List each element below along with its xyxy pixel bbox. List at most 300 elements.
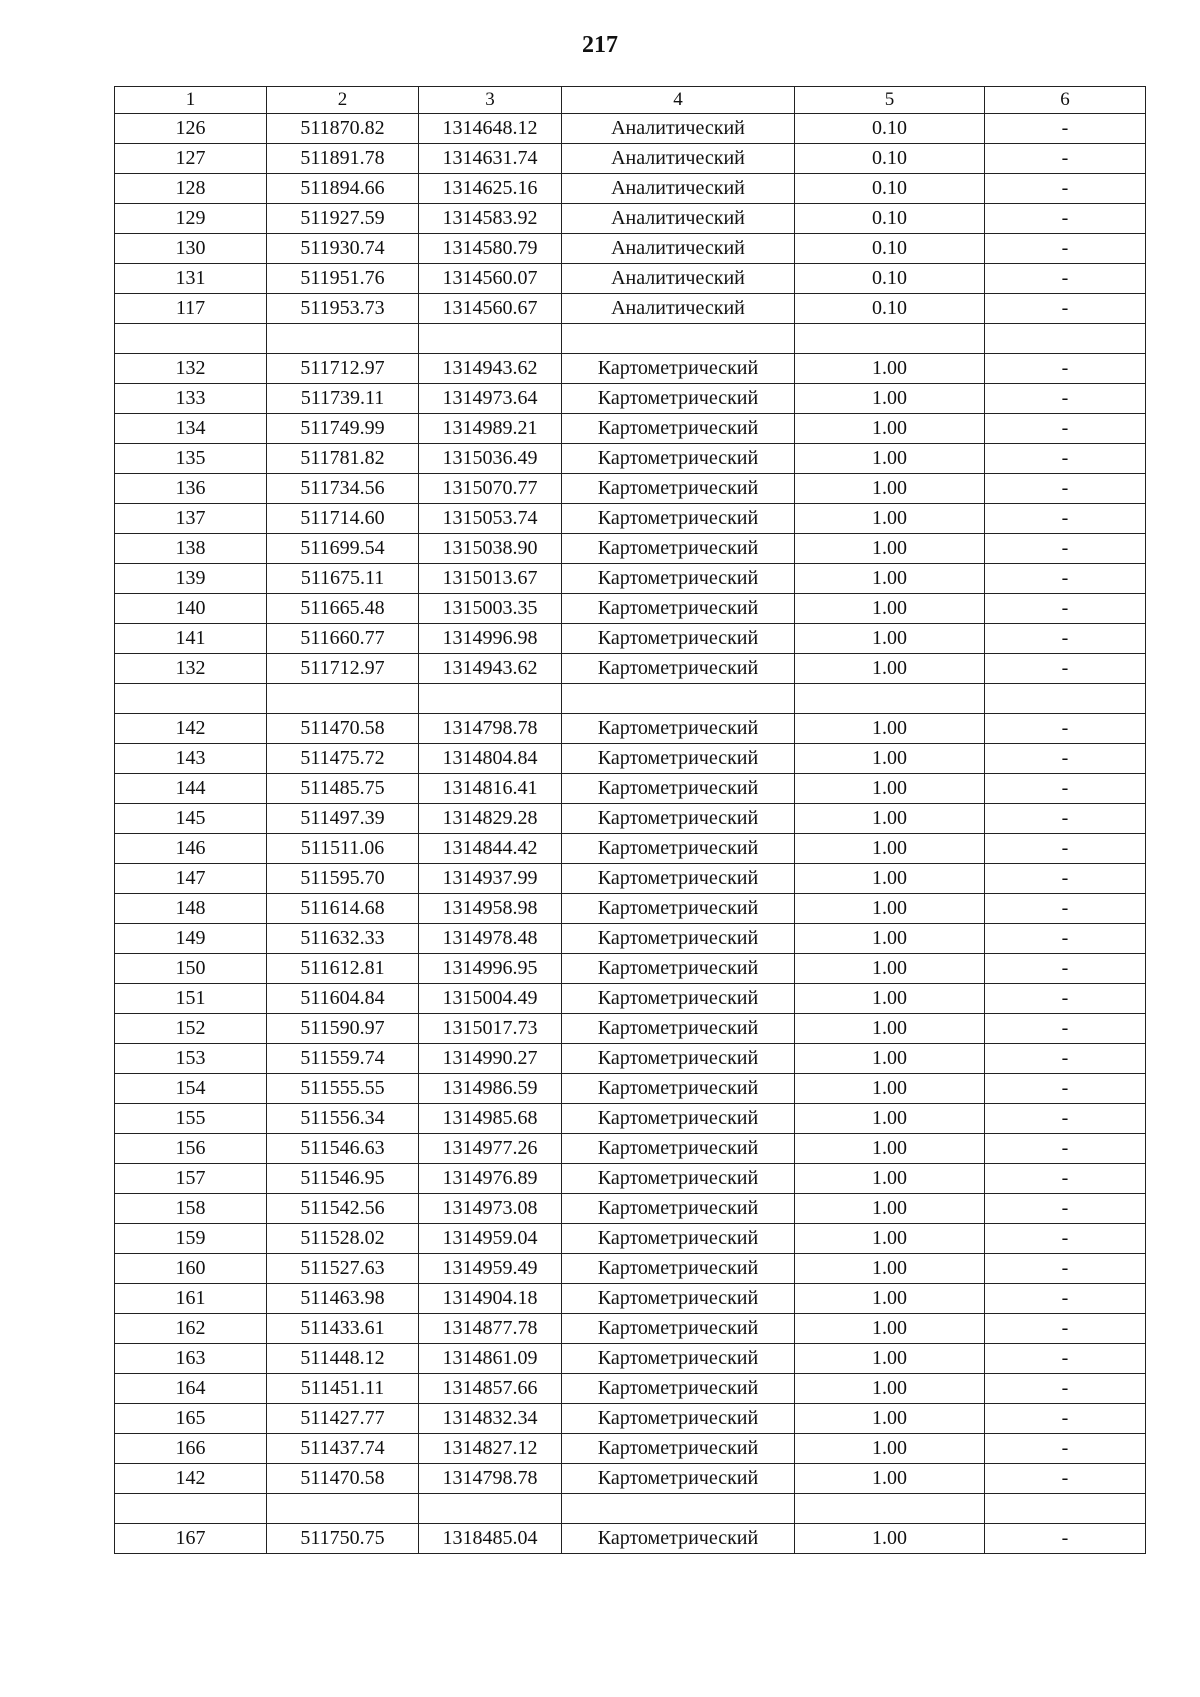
table-cell: 1314583.92 xyxy=(419,204,562,234)
table-cell: 1.00 xyxy=(795,1284,985,1314)
table-cell: 0.10 xyxy=(795,264,985,294)
table-cell: Картометрический xyxy=(562,804,795,834)
table-row xyxy=(115,114,1146,144)
table-cell: 511699.54 xyxy=(267,534,419,564)
table-cell: 1.00 xyxy=(795,1074,985,1104)
table-cell: - xyxy=(985,1134,1146,1164)
table-cell: Картометрический xyxy=(562,354,795,384)
table-cell: 1314844.42 xyxy=(419,834,562,864)
table-row xyxy=(115,564,1146,594)
table-cell: 511614.68 xyxy=(267,894,419,924)
table-cell: 511528.02 xyxy=(267,1224,419,1254)
table-cell: Аналитический xyxy=(562,264,795,294)
table-cell: - xyxy=(985,1314,1146,1344)
coordinates-table xyxy=(114,86,1146,1554)
table-cell: 511712.97 xyxy=(267,654,419,684)
table-cell: 1.00 xyxy=(795,1464,985,1494)
table-cell: 1.00 xyxy=(795,1104,985,1134)
table-cell: 1.00 xyxy=(795,504,985,534)
table-cell: 1314804.84 xyxy=(419,744,562,774)
table-row xyxy=(115,924,1146,954)
table-row xyxy=(115,354,1146,384)
table-cell: 1.00 xyxy=(795,1344,985,1374)
table-cell: 1.00 xyxy=(795,414,985,444)
table-cell: Картометрический xyxy=(562,1104,795,1134)
table-row xyxy=(115,1434,1146,1464)
table-cell: 146 xyxy=(115,834,267,864)
table-cell: 1314943.62 xyxy=(419,654,562,684)
table-cell: 1314973.08 xyxy=(419,1194,562,1224)
table-cell: 0.10 xyxy=(795,144,985,174)
table-cell: 147 xyxy=(115,864,267,894)
table-cell: - xyxy=(985,1044,1146,1074)
table-cell: 511595.70 xyxy=(267,864,419,894)
table-cell xyxy=(795,684,985,714)
table-row xyxy=(115,1464,1146,1494)
table-cell: 1314977.26 xyxy=(419,1134,562,1164)
table-cell: - xyxy=(985,1434,1146,1464)
table-cell xyxy=(985,324,1146,354)
table-cell: 1314560.67 xyxy=(419,294,562,324)
table-cell: 1314976.89 xyxy=(419,1164,562,1194)
table-cell: 511604.84 xyxy=(267,984,419,1014)
table-cell: Картометрический xyxy=(562,1134,795,1164)
table-cell: 1.00 xyxy=(795,654,985,684)
table-cell: 511660.77 xyxy=(267,624,419,654)
table-row xyxy=(115,384,1146,414)
table-cell: Аналитический xyxy=(562,114,795,144)
table-cell xyxy=(267,324,419,354)
table-cell: 1315036.49 xyxy=(419,444,562,474)
table-cell: 132 xyxy=(115,654,267,684)
table-cell: 1.00 xyxy=(795,954,985,984)
table-cell: 1314986.59 xyxy=(419,1074,562,1104)
table-cell: 511433.61 xyxy=(267,1314,419,1344)
table-cell: 511451.11 xyxy=(267,1374,419,1404)
table-cell: 1.00 xyxy=(795,834,985,864)
table-header-row xyxy=(115,87,1146,114)
table-row xyxy=(115,1374,1146,1404)
table-cell: Картометрический xyxy=(562,564,795,594)
table-cell xyxy=(795,1494,985,1524)
table-cell: 1314989.21 xyxy=(419,414,562,444)
table-cell: 511463.98 xyxy=(267,1284,419,1314)
table-cell: 511781.82 xyxy=(267,444,419,474)
table-cell: Картометрический xyxy=(562,1044,795,1074)
table-row xyxy=(115,954,1146,984)
table-cell: Картометрический xyxy=(562,864,795,894)
table-cell: 163 xyxy=(115,1344,267,1374)
table-cell: 1.00 xyxy=(795,594,985,624)
table-cell: 1314996.98 xyxy=(419,624,562,654)
table-cell: Картометрический xyxy=(562,924,795,954)
table-cell: 511739.11 xyxy=(267,384,419,414)
table-cell: Аналитический xyxy=(562,204,795,234)
table-cell: 154 xyxy=(115,1074,267,1104)
table-cell: 1314861.09 xyxy=(419,1344,562,1374)
table-cell: 127 xyxy=(115,144,267,174)
table-row xyxy=(115,1014,1146,1044)
table-cell: 1.00 xyxy=(795,864,985,894)
table-cell: 1318485.04 xyxy=(419,1524,562,1554)
table-cell: 1315070.77 xyxy=(419,474,562,504)
table-cell xyxy=(985,684,1146,714)
table-cell: 511497.39 xyxy=(267,804,419,834)
table-cell: 511675.11 xyxy=(267,564,419,594)
table-cell: - xyxy=(985,234,1146,264)
table-row xyxy=(115,1524,1146,1554)
table-row xyxy=(115,264,1146,294)
table-cell: 511470.58 xyxy=(267,714,419,744)
table-cell: 150 xyxy=(115,954,267,984)
table-row xyxy=(115,444,1146,474)
table-row xyxy=(115,504,1146,534)
column-header: 1 xyxy=(115,87,267,114)
column-header: 5 xyxy=(795,87,985,114)
table-cell: 511546.63 xyxy=(267,1134,419,1164)
table-cell: 511555.55 xyxy=(267,1074,419,1104)
table-cell: 149 xyxy=(115,924,267,954)
table-cell: - xyxy=(985,1464,1146,1494)
table-cell: 1314580.79 xyxy=(419,234,562,264)
table-cell: 511542.56 xyxy=(267,1194,419,1224)
table-row xyxy=(115,834,1146,864)
table-cell: Картометрический xyxy=(562,1314,795,1344)
table-cell: - xyxy=(985,744,1146,774)
table-cell: Картометрический xyxy=(562,774,795,804)
table-cell: Картометрический xyxy=(562,414,795,444)
table-cell: 511750.75 xyxy=(267,1524,419,1554)
table-cell: - xyxy=(985,1194,1146,1224)
table-cell: 1.00 xyxy=(795,1194,985,1224)
table-body xyxy=(115,114,1146,1554)
table-cell: 511927.59 xyxy=(267,204,419,234)
table-cell: - xyxy=(985,414,1146,444)
column-header: 4 xyxy=(562,87,795,114)
table-cell: - xyxy=(985,1404,1146,1434)
table-cell xyxy=(267,1494,419,1524)
table-cell: 162 xyxy=(115,1314,267,1344)
table-cell: 1315053.74 xyxy=(419,504,562,534)
table-cell: 159 xyxy=(115,1224,267,1254)
table-cell: 511559.74 xyxy=(267,1044,419,1074)
table-row xyxy=(115,234,1146,264)
table-cell: - xyxy=(985,1014,1146,1044)
table-cell: Картометрический xyxy=(562,504,795,534)
table-cell: Картометрический xyxy=(562,474,795,504)
table-cell: 1314832.34 xyxy=(419,1404,562,1434)
table-row xyxy=(115,294,1146,324)
table-cell: 129 xyxy=(115,204,267,234)
table-cell: 511930.74 xyxy=(267,234,419,264)
table-cell: 137 xyxy=(115,504,267,534)
table-cell: Аналитический xyxy=(562,144,795,174)
table-row xyxy=(115,534,1146,564)
column-header: 6 xyxy=(985,87,1146,114)
table-row xyxy=(115,864,1146,894)
table-cell: 511951.76 xyxy=(267,264,419,294)
table-cell: 1315013.67 xyxy=(419,564,562,594)
table-cell: - xyxy=(985,894,1146,924)
table-cell: Аналитический xyxy=(562,294,795,324)
table-cell: 1314985.68 xyxy=(419,1104,562,1134)
table-cell: - xyxy=(985,1254,1146,1284)
table-row xyxy=(115,594,1146,624)
table-cell: - xyxy=(985,354,1146,384)
table-cell: 1.00 xyxy=(795,1524,985,1554)
table-cell: 0.10 xyxy=(795,294,985,324)
table-cell: 1.00 xyxy=(795,1374,985,1404)
table-row xyxy=(115,714,1146,744)
table-row xyxy=(115,1104,1146,1134)
table-cell: Картометрический xyxy=(562,1524,795,1554)
table-cell: 1.00 xyxy=(795,474,985,504)
table-cell: 1.00 xyxy=(795,804,985,834)
table-cell: 136 xyxy=(115,474,267,504)
table-cell: 1.00 xyxy=(795,1434,985,1464)
table-cell: 1314648.12 xyxy=(419,114,562,144)
table-cell: 511870.82 xyxy=(267,114,419,144)
table-row xyxy=(115,744,1146,774)
table-cell: 1.00 xyxy=(795,1014,985,1044)
table-cell: 144 xyxy=(115,774,267,804)
spacer-row xyxy=(115,324,1146,354)
table-cell: 145 xyxy=(115,804,267,834)
table-cell: Картометрический xyxy=(562,384,795,414)
table-cell: 1314625.16 xyxy=(419,174,562,204)
table-cell: 511891.78 xyxy=(267,144,419,174)
table-cell xyxy=(562,1494,795,1524)
table-row xyxy=(115,1314,1146,1344)
table-cell: Картометрический xyxy=(562,984,795,1014)
table-cell: - xyxy=(985,774,1146,804)
table-cell: 1314959.04 xyxy=(419,1224,562,1254)
table-cell: 0.10 xyxy=(795,204,985,234)
table-cell: Картометрический xyxy=(562,444,795,474)
table-row xyxy=(115,984,1146,1014)
table-cell: 142 xyxy=(115,714,267,744)
table-row xyxy=(115,624,1146,654)
table-cell xyxy=(115,324,267,354)
table-cell: Картометрический xyxy=(562,594,795,624)
table-cell: 1.00 xyxy=(795,564,985,594)
table-cell: 511556.34 xyxy=(267,1104,419,1134)
table-cell: 131 xyxy=(115,264,267,294)
table-cell: Аналитический xyxy=(562,174,795,204)
table-cell: 1.00 xyxy=(795,1314,985,1344)
table-cell: Картометрический xyxy=(562,1404,795,1434)
table-cell: - xyxy=(985,504,1146,534)
table-cell: Картометрический xyxy=(562,1194,795,1224)
table-cell: 117 xyxy=(115,294,267,324)
table-cell: 157 xyxy=(115,1164,267,1194)
table-cell: 141 xyxy=(115,624,267,654)
table-cell: 155 xyxy=(115,1104,267,1134)
table-cell xyxy=(419,1494,562,1524)
table-cell: 1314877.78 xyxy=(419,1314,562,1344)
table-cell: - xyxy=(985,1224,1146,1254)
table-cell: 1315004.49 xyxy=(419,984,562,1014)
table-cell: - xyxy=(985,144,1146,174)
table-cell: 1314829.28 xyxy=(419,804,562,834)
column-header: 3 xyxy=(419,87,562,114)
table-cell: 139 xyxy=(115,564,267,594)
table-cell: 511612.81 xyxy=(267,954,419,984)
table-cell: - xyxy=(985,804,1146,834)
table-cell: 1.00 xyxy=(795,1224,985,1254)
table-cell: Картометрический xyxy=(562,954,795,984)
table-cell: Картометрический xyxy=(562,1164,795,1194)
table-row xyxy=(115,414,1146,444)
table-cell: - xyxy=(985,444,1146,474)
table-cell: 511427.77 xyxy=(267,1404,419,1434)
table-cell: 151 xyxy=(115,984,267,1014)
table-cell: Картометрический xyxy=(562,834,795,864)
table-cell: - xyxy=(985,954,1146,984)
table-cell: Картометрический xyxy=(562,1374,795,1404)
table-cell: Аналитический xyxy=(562,234,795,264)
table-cell: 1.00 xyxy=(795,624,985,654)
page-number: 217 xyxy=(582,32,618,58)
table-cell xyxy=(795,324,985,354)
table-cell: Картометрический xyxy=(562,1434,795,1464)
table-cell: 1314978.48 xyxy=(419,924,562,954)
table-cell: 1.00 xyxy=(795,1254,985,1284)
table-row xyxy=(115,1284,1146,1314)
table-cell: 1314990.27 xyxy=(419,1044,562,1074)
column-header: 2 xyxy=(267,87,419,114)
table-cell: 1.00 xyxy=(795,534,985,564)
table-cell: - xyxy=(985,264,1146,294)
table-cell xyxy=(419,684,562,714)
table-cell: Картометрический xyxy=(562,744,795,774)
table-cell: 128 xyxy=(115,174,267,204)
table-cell: 165 xyxy=(115,1404,267,1434)
table-cell: 1315003.35 xyxy=(419,594,562,624)
table-cell xyxy=(419,324,562,354)
table-cell: 511511.06 xyxy=(267,834,419,864)
table-cell: 511665.48 xyxy=(267,594,419,624)
table-cell: Картометрический xyxy=(562,654,795,684)
table-cell xyxy=(115,1494,267,1524)
table-cell: 1314958.98 xyxy=(419,894,562,924)
table-cell: 1314798.78 xyxy=(419,714,562,744)
table-cell: 1314996.95 xyxy=(419,954,562,984)
table-cell xyxy=(985,1494,1146,1524)
table-cell: 1315017.73 xyxy=(419,1014,562,1044)
table-cell: Картометрический xyxy=(562,624,795,654)
table-cell: 511527.63 xyxy=(267,1254,419,1284)
table-cell: 1314959.49 xyxy=(419,1254,562,1284)
table-cell: Картометрический xyxy=(562,1344,795,1374)
table-cell: - xyxy=(985,624,1146,654)
table-row xyxy=(115,1254,1146,1284)
table-cell: 1314798.78 xyxy=(419,1464,562,1494)
table-row xyxy=(115,894,1146,924)
table-cell: 1314937.99 xyxy=(419,864,562,894)
table-cell: 166 xyxy=(115,1434,267,1464)
table-cell: - xyxy=(985,714,1146,744)
table-cell: Картометрический xyxy=(562,1464,795,1494)
table-cell: 1.00 xyxy=(795,1164,985,1194)
table-cell: 0.10 xyxy=(795,114,985,144)
table-row xyxy=(115,1074,1146,1104)
table-cell: 153 xyxy=(115,1044,267,1074)
table-cell: 1.00 xyxy=(795,894,985,924)
table-cell: 1314816.41 xyxy=(419,774,562,804)
table-row xyxy=(115,1134,1146,1164)
table-cell: Картометрический xyxy=(562,894,795,924)
table-row xyxy=(115,1344,1146,1374)
table-cell: - xyxy=(985,534,1146,564)
table-cell: - xyxy=(985,114,1146,144)
table-cell: - xyxy=(985,594,1146,624)
table-cell: 511546.95 xyxy=(267,1164,419,1194)
table-cell: - xyxy=(985,564,1146,594)
table-cell: - xyxy=(985,924,1146,954)
table-cell: - xyxy=(985,474,1146,504)
table-cell: 511749.99 xyxy=(267,414,419,444)
table-cell: 511470.58 xyxy=(267,1464,419,1494)
spacer-row xyxy=(115,1494,1146,1524)
table-cell: 1.00 xyxy=(795,774,985,804)
table-row xyxy=(115,1224,1146,1254)
table-cell: - xyxy=(985,1344,1146,1374)
table-cell: 134 xyxy=(115,414,267,444)
table-cell: - xyxy=(985,834,1146,864)
table-cell: 0.10 xyxy=(795,234,985,264)
table-row xyxy=(115,1164,1146,1194)
table-cell: 511437.74 xyxy=(267,1434,419,1464)
table-cell: - xyxy=(985,654,1146,684)
table-cell: 511448.12 xyxy=(267,1344,419,1374)
table-cell xyxy=(115,684,267,714)
table-cell: Картометрический xyxy=(562,714,795,744)
table-cell: 142 xyxy=(115,1464,267,1494)
table-row xyxy=(115,804,1146,834)
table-cell: 511953.73 xyxy=(267,294,419,324)
table-cell: Картометрический xyxy=(562,534,795,564)
table-cell: 1314631.74 xyxy=(419,144,562,174)
table-cell xyxy=(562,684,795,714)
table-row xyxy=(115,144,1146,174)
table-row xyxy=(115,174,1146,204)
table-cell: - xyxy=(985,864,1146,894)
table-cell: 1.00 xyxy=(795,444,985,474)
table-row xyxy=(115,654,1146,684)
table-cell: Картометрический xyxy=(562,1224,795,1254)
table-row xyxy=(115,204,1146,234)
table-cell: 132 xyxy=(115,354,267,384)
table-cell: 511590.97 xyxy=(267,1014,419,1044)
table-cell: 1.00 xyxy=(795,984,985,1014)
table-cell: 1315038.90 xyxy=(419,534,562,564)
table-cell: - xyxy=(985,1374,1146,1404)
table-cell: 511894.66 xyxy=(267,174,419,204)
table-cell: 143 xyxy=(115,744,267,774)
table-cell: - xyxy=(985,1284,1146,1314)
table-cell: 167 xyxy=(115,1524,267,1554)
table-cell: 126 xyxy=(115,114,267,144)
table-cell: - xyxy=(985,384,1146,414)
table-cell: - xyxy=(985,1524,1146,1554)
table-cell: 1.00 xyxy=(795,1134,985,1164)
table-cell: 0.10 xyxy=(795,174,985,204)
table-cell: 1.00 xyxy=(795,924,985,954)
table-cell: - xyxy=(985,984,1146,1014)
table-cell: 156 xyxy=(115,1134,267,1164)
table-cell: 1.00 xyxy=(795,384,985,414)
